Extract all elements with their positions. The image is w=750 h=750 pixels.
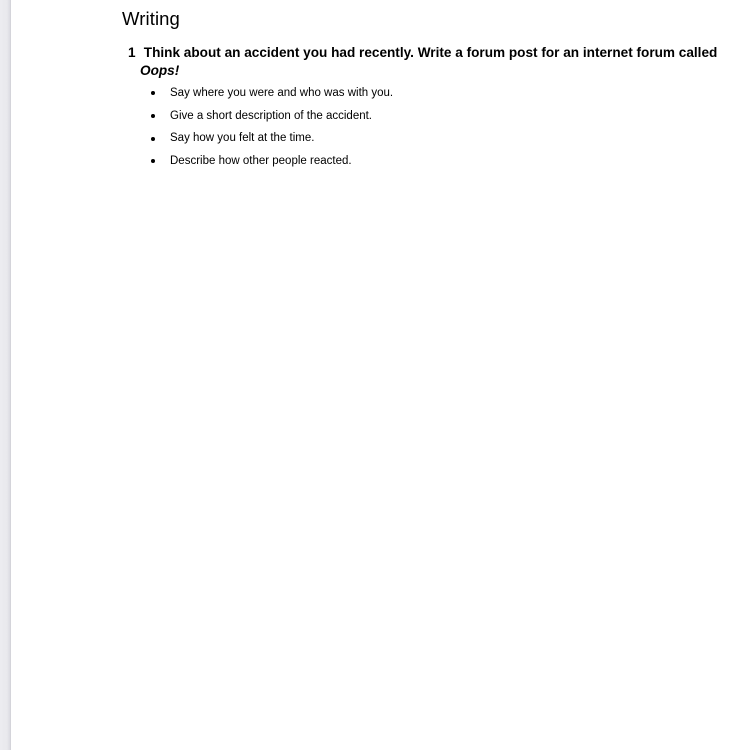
bullet-item [151,127,393,150]
bullet-icon [151,114,155,118]
bullet-text: Say how you felt at the time. [170,132,315,145]
bullet-item [151,105,393,128]
bullet-icon [151,91,155,95]
document-page [11,0,750,750]
task-bullet-list [151,82,393,173]
bullet-item [151,82,393,105]
bullet-text: Say where you were and who was with you. [170,87,394,99]
bullet-icon [151,137,155,141]
bullet-icon [151,159,155,163]
forum-name: Oops! [140,63,180,78]
bullet-item [151,150,393,173]
task-prompt: Think about an accident you had recently. Write a forum post for an internet forum called [143,45,718,60]
bullet-text: Give a short description of the accident. [170,109,372,122]
section-heading: Writing [122,8,180,29]
bullet-text: Describe how other people reacted. [170,155,352,168]
task-number: 1 [128,45,136,60]
viewer-left-margin [0,0,11,750]
writing-task [128,44,728,80]
